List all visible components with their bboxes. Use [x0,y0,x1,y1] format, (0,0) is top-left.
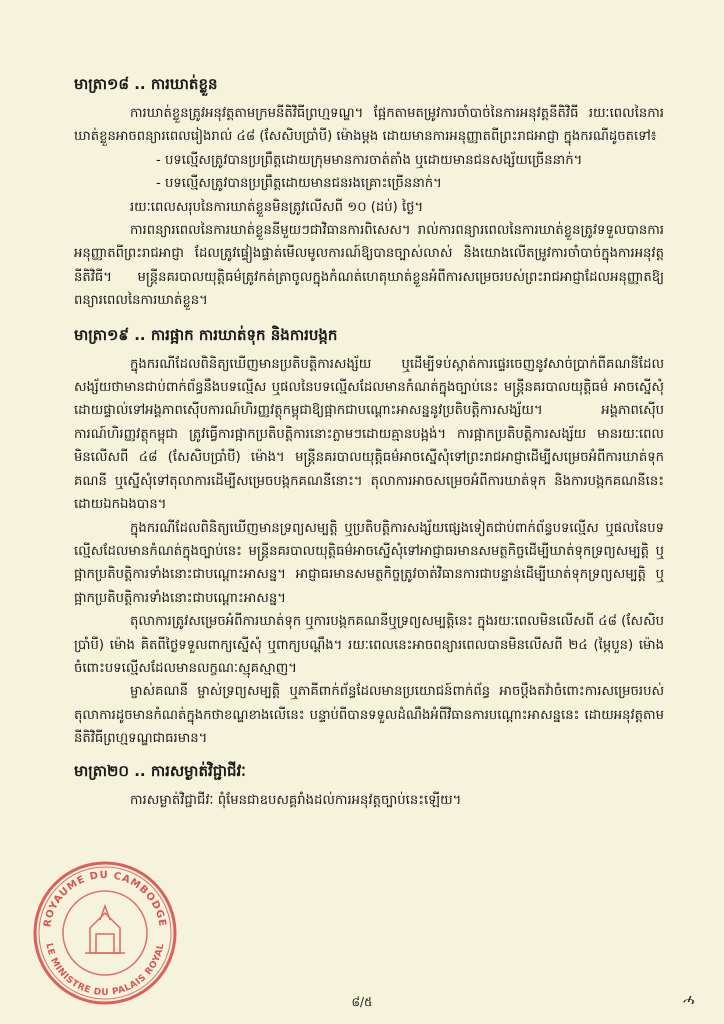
svg-text:LE MINISTRE DU PALAIS ROYAL: LE MINISTRE DU PALAIS ROYAL [43,942,167,998]
article-heading: មាត្រា១៩ .. ការផ្អាក ការឃាត់ទុក និងការបង្កក [74,325,338,344]
paragraph: ក្នុងករណីដែលពិនិត្យឃើញមានប្រតិបត្តិការសង្ស័យ ឬដើម្បីទប់ស្កាត់ការផ្ទេរចេញនូវសាច់ប្រាក់ពីគណនីដែលសង្ស័យថាមានជាប់ពាក់ព័ន្ធនឹងបទល្មើស ឬផលនៃបទល្មើសដែលមានកំណត់ក្នុងច្បាប់នេះ មន្ត្រីនគរបាលយុត្តិធម៌ អាចស្នើសុំដោយផ្ទាល់ទៅអង្គភាពស៊ើបការណ៍ហិរញ្ញវត្ថុកម្ពុជាឱ្យផ្អាកជាបណ្តោះអាសន្ននូវប្រតិបត្តិការសង្ស័យ។ អង្គភាពស៊ើបការណ៍ហិរញ្ញវត្ថុកម្ពុជា ត្រូវធ្វើការផ្អាកប្រតិបត្តិការនោះភ្លាមៗដោយគ្មានបង្អង់។ ការផ្អាកប្រតិបត្តិការសង្ស័យ មានរយៈពេលមិនលើសពី ៤៨ (សែសិបប្រាំបី) ម៉ោង។ មន្ត្រីនគរបាលយុត្តិធម៌អាចស្នើសុំទៅព្រះរាជអាជ្ញាដើម្បីសម្រេចអំពីការឃាត់ទុកគណនី ឬស្នើសុំទៅតុលាការដើម្បីសម្រេចបង្កកគណនីនោះ។ តុលាការអាចសម្រេចអំពីការឃាត់ទុក និងការបង្កកគណនីនេះដោយឯកឯងបាន។ [74,356,664,513]
article-heading: មាត្រា២០ .. ការសម្ងាត់វិជ្ជាជីវៈ [74,761,246,780]
bullet-item: - បទល្មើសត្រូវបានប្រព្រឹត្តដោយមានជនរងគ្រោះច្រើននាក់។ [156,176,442,192]
paragraph: រយៈពេលសរុបនៃការឃាត់ខ្លួនមិនត្រូវលើសពី ១០ (ដប់) ថ្ងៃ។ [130,199,424,215]
paragraph: ការសម្ងាត់វិជ្ជាជីវៈ ពុំមែនជាឧបសគ្គរាំងដល់ការអនុវត្តច្បាប់នេះឡើយ។ [130,792,462,808]
paragraph: ការពន្យារពេលនៃការឃាត់ខ្លួននីមួយៗជាវិធានការពិសេស។ រាល់ការពន្យារពេលនៃការឃាត់ខ្លួនត្រូវទទួលបានការអនុញ្ញាតពីព្រះរាជអាជ្ញា ដែលត្រូវផ្ទៀងផ្ទាត់មើលមូលការណ៍ឱ្យបានច្បាស់លាស់ និងយោងលើតម្រូវការចាំបាច់ក្នុងការអនុវត្តនីតិវិធី។ មន្ត្រីនគរបាលយុត្តិធម៌ត្រូវកត់ត្រាចូលក្នុងកំណត់ហេតុឃាត់ខ្លួនអំពីការសម្រេចរបស់ព្រះរាជអាជ្ញាដែលអនុញ្ញាតឱ្យពន្យារពេលនៃការឃាត់ខ្លួន។ [74,223,664,309]
paragraph: ម្ចាស់គណនី ម្ចាស់ទ្រព្យសម្បត្តិ ឬភាគីពាក់ព័ន្ធដែលមានប្រយោជន៍ពាក់ព័ន្ធ អាចប្តឹងតវ៉ាចំពោះការសម្រេចរបស់តុលាការដូចមានកំណត់ក្នុងកថាខណ្ឌខាងលើនេះ បន្ទាប់ពីបានទទួលដំណឹងអំពីវិធានការបណ្តោះអាសន្ននេះ ដោយអនុវត្តតាមនីតិវិធីព្រហ្មទណ្ឌជាធរមាន។ [74,684,664,747]
page-number: ៨/៥ [351,995,373,1009]
handwritten-initials: ሓ [682,992,694,1008]
paragraph: ការឃាត់ខ្លួនត្រូវអនុវត្តតាមក្រមនីតិវិធីព្រហ្មទណ្ឌ។ ផ្អែកតាមតម្រូវការចាំបាច់នៃការអនុវត្តនីតិវិធី រយៈពេលនៃការឃាត់ខ្លួនអាចពន្យារពេលរៀងរាល់ ៤៨ (សែសិបប្រាំបី) ម៉ោងម្តង ដោយមានការអនុញ្ញាតពីព្រះរាជអាជ្ញា ក្នុងករណីដូចតទៅ៖ [74,106,664,145]
svg-text:ROYAUME DU CAMBODGE: ROYAUME DU CAMBODGE [42,869,168,929]
article-18 [74,72,664,313]
paragraph: តុលាការត្រូវសម្រេចអំពីការឃាត់ទុក ឬការបង្កកគណនីឬទ្រព្យសម្បត្តិនេះ ក្នុងរយៈពេលមិនលើសពី ៤៨ (សែសិបប្រាំបី) ម៉ោង គិតពីថ្ងៃទទួលពាក្យស្នើសុំ ឬពាក្យបណ្តឹង។ រយៈពេលនេះអាចពន្យារពេលបានមិនលើសពី ២៤ (ម្ភៃបួន) ម៉ោង ចំពោះបទល្មើសដែលមានលក្ខណៈស្មុគស្មាញ។ [74,614,664,676]
article-20 [74,759,664,812]
article-heading: មាត្រា១៨ .. ការឃាត់ខ្លួន [74,75,218,93]
bullet-item: - បទល្មើសត្រូវបានប្រព្រឹត្តដោយក្រុមមានការចាត់តាំង ឬដោយមានជនសង្ស័យច្រើននាក់។ [156,152,583,168]
article-19 [74,323,664,751]
paragraph: ក្នុងករណីដែលពិនិត្យឃើញមានទ្រព្យសម្បត្តិ ឬប្រតិបត្តិការសង្ស័យផ្សេងទៀតជាប់ពាក់ព័ន្ធបទល្មើស ឬផលនៃបទល្មើសដែលមានកំណត់ក្នុងច្បាប់នេះ មន្ត្រីនគរបាលយុត្តិធម៌អាចស្នើសុំទៅអាជ្ញាធរមានសមត្ថកិច្ចដើម្បីឃាត់ទុកទ្រព្យសម្បត្តិ ឬផ្អាកប្រតិបត្តិការទាំងនោះជាបណ្តោះអាសន្ន។ អាជ្ញាធរមានសមត្ថកិច្ចត្រូវចាត់វិធានការជាបន្ទាន់ដើម្បីឃាត់ទុកទ្រព្យសម្បត្តិ ឬផ្អាកប្រតិបត្តិការទាំងនោះជាបណ្តោះអាសន្ន។ [74,520,664,606]
royal-seal-stamp [30,858,180,1008]
